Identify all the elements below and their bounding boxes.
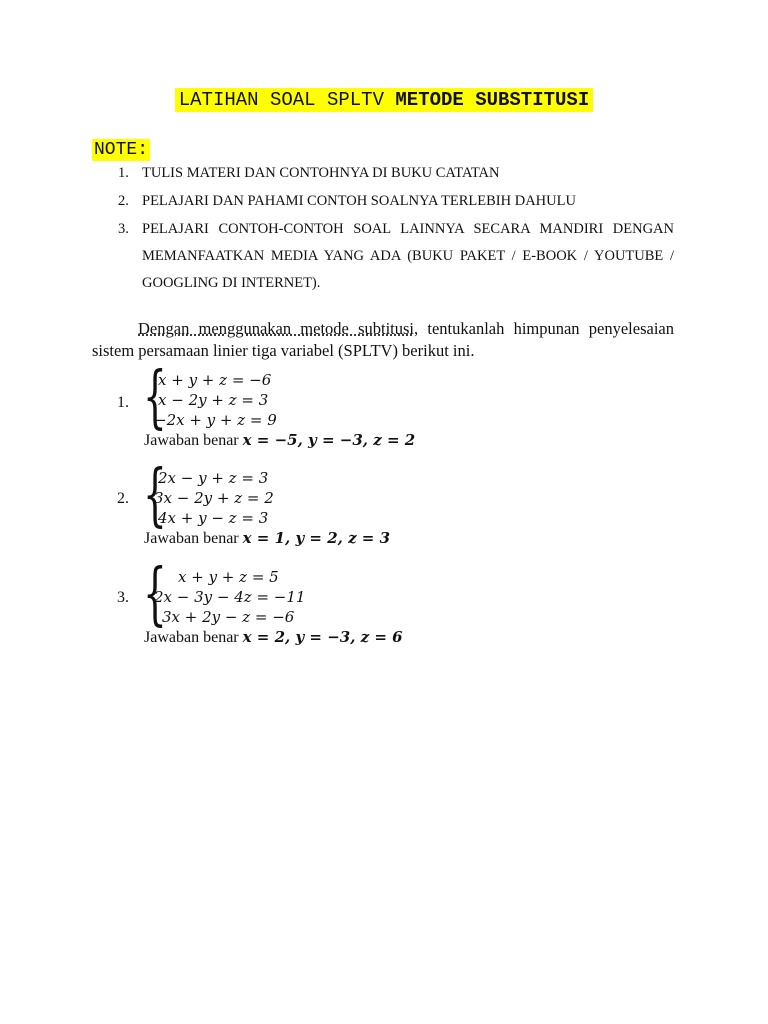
equation-system <box>154 370 277 430</box>
note-number: 1. <box>118 165 129 181</box>
note-number: 3. <box>118 221 129 237</box>
instruction-paragraph <box>92 318 674 362</box>
answer-value <box>243 628 403 646</box>
answer-value <box>243 431 416 449</box>
answer-label: Jawaban benar <box>144 530 243 547</box>
note-text: TULIS MATERI DAN CONTOHNYA DI BUKU CATATAN <box>142 165 500 181</box>
note-text: PELAJARI DAN PAHAMI CONTOH SOALNYA TERLEBIH DAHULU <box>142 193 576 209</box>
equation: x + y + z = −6 <box>158 371 272 389</box>
equation: 4x + y − z = 3 <box>158 509 269 527</box>
answer-value-text: x = 2, y = −3, z = 6 <box>242 628 403 646</box>
note-item <box>118 160 674 187</box>
title-part-1: LATIHAN SOAL SPLTV <box>178 89 396 111</box>
instruction-underlined: Dengan menggunakan metode subtitusi <box>138 319 415 338</box>
answer <box>144 529 390 548</box>
title-part-2: METODE SUBSTITUSI <box>395 89 590 111</box>
equation: 3x + 2y − z = −6 <box>162 608 295 626</box>
equation-system <box>154 567 305 627</box>
instruction-rest: , tentukanlah himpunan penyelesaian sistem persamaan linier tiga variabel (SPLTV) berikut ini. <box>92 319 674 360</box>
answer-value <box>243 529 390 547</box>
note-item <box>118 216 674 297</box>
answer <box>144 628 403 647</box>
problem-number: 2. <box>117 490 129 507</box>
equation-system <box>154 468 274 528</box>
equation: −2x + y + z = 9 <box>154 411 277 429</box>
brace-icon: { <box>143 555 167 634</box>
equation: 2x − 3y − 4z = −11 <box>154 588 306 606</box>
answer-value-text: x = −5, y = −3, z = 2 <box>242 431 416 449</box>
note-label: NOTE: <box>94 140 149 160</box>
answer <box>144 431 415 450</box>
answer-label: Jawaban benar <box>144 432 243 449</box>
brace-icon: { <box>143 456 167 535</box>
problem-number: 3. <box>117 589 129 606</box>
problem-number: 1. <box>117 394 129 411</box>
equation: x + y + z = 5 <box>178 568 279 586</box>
equation: x − 2y + z = 3 <box>158 391 269 409</box>
note-text: PELAJARI CONTOH-CONTOH SOAL LAINNYA SECARA MANDIRI DENGAN MEMANFAATKAN MEDIA YANG ADA (BUKU PAKET / E-BOOK / YOUTUBE / GOOGLING DI INTERNET). <box>142 221 674 291</box>
note-item <box>118 188 674 215</box>
answer-label: Jawaban benar <box>144 629 243 646</box>
page-title <box>0 88 768 112</box>
brace-icon: { <box>143 358 167 437</box>
note-list <box>118 160 674 297</box>
note-number: 2. <box>118 193 129 209</box>
answer-value-text: x = 1, y = 2, z = 3 <box>242 529 391 547</box>
equation: 2x − y + z = 3 <box>158 469 269 487</box>
equation: 3x − 2y + z = 2 <box>154 489 274 507</box>
